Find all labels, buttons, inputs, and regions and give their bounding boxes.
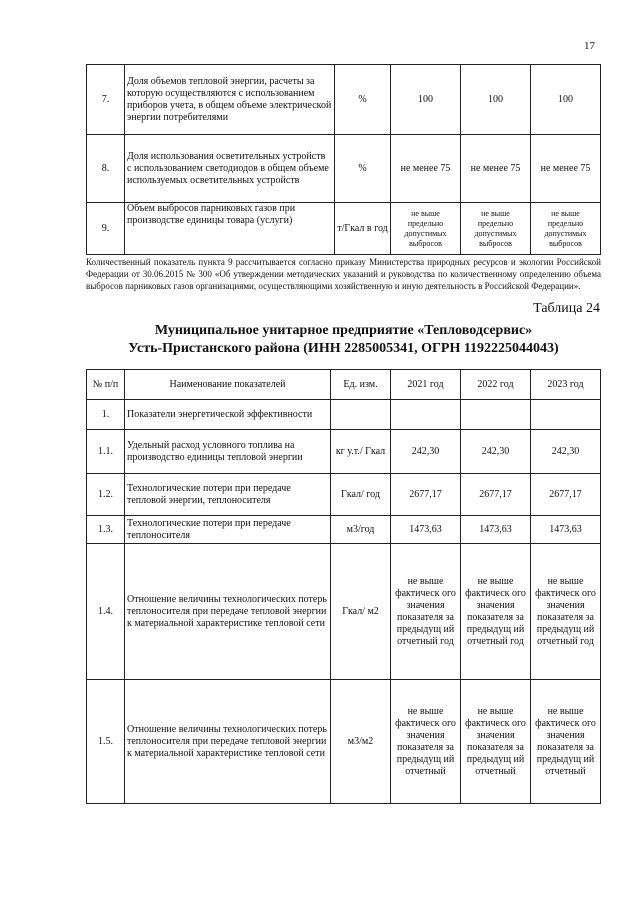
value-2021: не выше фактическ ого значения показателя за предыдущ ий отчетный — [391, 680, 461, 804]
indicator-name: Отношение величины технологических потерь теплоносителя при передаче тепловой энергии к материальной характеристике тепловой сети — [125, 544, 331, 680]
row-number: 1.2. — [87, 474, 125, 516]
value-2023: 1473,63 — [531, 516, 601, 544]
page-number: 17 — [584, 40, 595, 52]
header-name: Наименование показателей — [125, 370, 331, 400]
table-row — [87, 516, 601, 544]
indicator-name: Технологические потери при передаче теплоносителя — [125, 516, 331, 544]
value-2022: 1473,63 — [461, 516, 531, 544]
header-number: № п/п — [87, 370, 125, 400]
table-row — [87, 203, 601, 255]
header-2023: 2023 год — [531, 370, 601, 400]
row-number: 9. — [87, 203, 125, 255]
value-2021 — [391, 400, 461, 430]
value-2022: 100 — [461, 65, 531, 135]
indicator-name: Технологические потери при передаче тепловой энергии, теплоносителя — [125, 474, 331, 516]
value-2022: не выше фактическ ого значения показателя за предыдущ ий отчетный год — [461, 544, 531, 680]
value-2023: 2677,17 — [531, 474, 601, 516]
footnote: Количественный показатель пункта 9 рассчитывается согласно приказу Министерства природных ресурсов и экологии Российской Федерации от 30.06.2015 № 300 «Об утверждении методических указаний и руководства по количественному определению объема выбросов парниковых газов организациями, осуществляющими хозяйственную и иную деятельность в Российской Федерации». — [86, 257, 601, 291]
value-2021: 1473,63 — [391, 516, 461, 544]
unit-cell: Гкал/ год — [331, 474, 391, 516]
value-2023: 242,30 — [531, 430, 601, 474]
value-2023: не менее 75 — [531, 135, 601, 203]
row-number: 1.1. — [87, 430, 125, 474]
value-2023: не выше предельно допустимых выбросов — [531, 203, 601, 255]
indicator-name: Отношение величины технологических потерь теплоносителя при передаче тепловой энергии к материальной характеристике тепловой сети — [125, 680, 331, 804]
table-row — [87, 65, 601, 135]
row-number: 1.5. — [87, 680, 125, 804]
unit-cell: % — [335, 65, 391, 135]
header-2022: 2022 год — [461, 370, 531, 400]
value-2023: не выше фактическ ого значения показателя за предыдущ ий отчетный год — [531, 544, 601, 680]
row-number: 1.3. — [87, 516, 125, 544]
heading-line-2: Усть-Пристанского района (ИНН 2285005341, ОГРН 1192225044043) — [128, 341, 559, 356]
table-label: Таблица 24 — [533, 301, 600, 316]
table-heading — [86, 322, 601, 358]
header-2021: 2021 год — [391, 370, 461, 400]
value-2021: не менее 75 — [391, 135, 461, 203]
value-2022: 2677,17 — [461, 474, 531, 516]
table-row — [87, 474, 601, 516]
row-number: 1.4. — [87, 544, 125, 680]
unit-cell — [331, 400, 391, 430]
unit-cell: т/Гкал в год — [335, 203, 391, 255]
value-2022: не выше предельно допустимых выбросов — [461, 203, 531, 255]
value-2022: не выше фактическ ого значения показателя за предыдущ ий отчетный — [461, 680, 531, 804]
unit-cell: кг у.т./ Гкал — [331, 430, 391, 474]
value-2023: не выше фактическ ого значения показателя за предыдущ ий отчетный — [531, 680, 601, 804]
heading-line-1: Муниципальное унитарное предприятие «Тепловодсервис» — [154, 323, 533, 338]
indicators-table — [86, 369, 601, 804]
header-row — [87, 370, 601, 400]
value-2021: 2677,17 — [391, 474, 461, 516]
header-unit: Ед. изм. — [331, 370, 391, 400]
value-2022: 242,30 — [461, 430, 531, 474]
table-row — [87, 544, 601, 680]
value-2021: не выше предельно допустимых выбросов — [391, 203, 461, 255]
table-row — [87, 135, 601, 203]
indicator-name: Показатели энергетической эффективности — [125, 400, 331, 430]
table-row — [87, 400, 601, 430]
row-number: 7. — [87, 65, 125, 135]
indicator-name: Доля использования осветительных устройств с использованием светодиодов в общем объеме используемых осветительных устройств — [125, 135, 335, 203]
value-2021: 242,30 — [391, 430, 461, 474]
table-row — [87, 680, 601, 804]
value-2021: не выше фактическ ого значения показателя за предыдущ ий отчетный год — [391, 544, 461, 680]
unit-cell: % — [335, 135, 391, 203]
indicators-table-continued — [86, 64, 601, 255]
indicator-name: Доля объемов тепловой энергии, расчеты за которую осуществляются с использованием приборов учета, в общем объеме электрической энергии потребителями — [125, 65, 335, 135]
value-2022: не менее 75 — [461, 135, 531, 203]
value-2023: 100 — [531, 65, 601, 135]
unit-cell: м3/год — [331, 516, 391, 544]
value-2022 — [461, 400, 531, 430]
unit-cell: м3/м2 — [331, 680, 391, 804]
value-2021: 100 — [391, 65, 461, 135]
value-2023 — [531, 400, 601, 430]
row-number: 1. — [87, 400, 125, 430]
table-row — [87, 430, 601, 474]
row-number: 8. — [87, 135, 125, 203]
unit-cell: Гкал/ м2 — [331, 544, 391, 680]
indicator-name: Удельный расход условного топлива на производство единицы тепловой энергии — [125, 430, 331, 474]
indicator-name: Объем выбросов парниковых газов при производстве единицы товара (услуги) — [125, 203, 335, 255]
